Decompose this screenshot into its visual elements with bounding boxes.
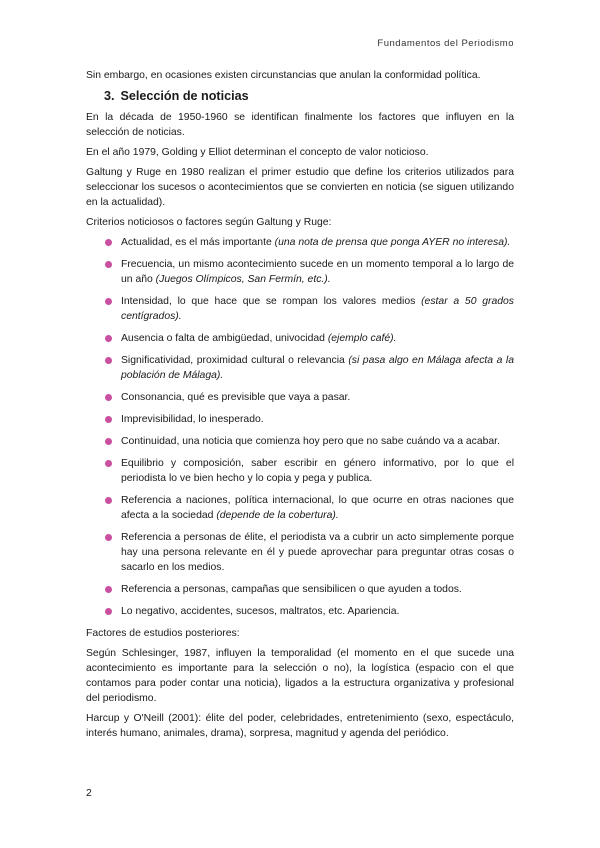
list-item — [86, 390, 514, 405]
list-item — [86, 257, 514, 287]
criterion-text: Referencia a personas de élite, el periodista va a cubrir un acto simplemente porque hay una persona relevante en él y puede aprovechar para preguntar otras cosas o sacarlo en los medios. — [121, 532, 514, 573]
list-item — [86, 294, 514, 324]
bullet-icon — [105, 239, 112, 246]
criterion-text: Equilibrio y composición, saber escribir en género informativo, por lo que el periodista lo ve bien hecho y lo copia y pega y publica. — [121, 458, 514, 484]
bullet-icon — [105, 298, 112, 305]
bullet-icon — [105, 608, 112, 615]
paragraph: Según Schlesinger, 1987, influyen la temporalidad (el momento en el que sucede una acontecimiento es importante para la selección o no), la logística (espacio con el que contamos para poder contar una noticia), ligados a la estructura organizativa y profesional del periodismo. — [86, 648, 514, 704]
criterion-text: Continuidad, una noticia que comienza hoy pero que no sabe cuándo va a acabar. — [121, 436, 500, 447]
criterion-text: Actualidad, es el más importante — [121, 237, 275, 248]
bullet-icon — [105, 357, 112, 364]
criteria-intro: Criterios noticiosos o factores según Galtung y Ruge: — [86, 217, 332, 228]
paragraph: Harcup y O'Neill (2001): élite del poder, celebridades, entretenimiento (sexo, espectáculo, interés humano, animales, drama), sorpresa, magnitud y agenda del periódico. — [86, 713, 514, 739]
list-item — [86, 456, 514, 486]
running-header: Fundamentos del Periodismo — [377, 38, 514, 49]
paragraph: Factores de estudios posteriores: — [86, 628, 240, 639]
list-item — [86, 235, 514, 250]
bullet-icon — [105, 497, 112, 504]
list-item — [86, 604, 514, 619]
list-item — [86, 353, 514, 383]
criterion-example: (estar a 50 grados centígrados). — [121, 296, 515, 322]
bullet-icon — [105, 438, 112, 445]
paragraph: En la década de 1950-1960 se identifican finalmente los factores que influyen en la selección de noticias. — [86, 112, 514, 138]
criterion-text: Ausencia o falta de ambigüedad, univocidad — [121, 333, 328, 344]
bullet-icon — [105, 586, 112, 593]
list-item — [86, 582, 514, 597]
criterion-text: Imprevisibilidad, lo inesperado. — [121, 414, 264, 425]
section-heading — [104, 88, 514, 104]
list-item — [86, 412, 514, 427]
section-title: Selección de noticias — [120, 89, 249, 103]
criterion-text: Frecuencia, un mismo acontecimiento sucede en un momento temporal a lo largo de un año — [121, 259, 514, 285]
criterion-text: Intensidad, lo que hace que se rompan los valores medios — [121, 296, 422, 307]
bullet-icon — [105, 460, 112, 467]
criterion-example: (una nota de prensa que ponga AYER no interesa). — [274, 237, 511, 248]
bullet-icon — [105, 335, 112, 342]
criterion-text: Consonancia, qué es previsible que vaya a pasar. — [121, 392, 351, 403]
paragraph: Galtung y Ruge en 1980 realizan el primer estudio que define los criterios utilizados para seleccionar los sucesos o acontecimientos que se convierten en noticia (se siguen utilizando en la actualidad). — [86, 167, 514, 208]
criteria-list — [86, 235, 514, 619]
page-content — [86, 68, 514, 746]
list-item — [86, 530, 514, 575]
paragraph: En el año 1979, Golding y Elliot determinan el concepto de valor noticioso. — [86, 147, 429, 158]
criterion-example: (si pasa algo en Málaga afecta a la población de Málaga). — [121, 355, 514, 381]
bullet-icon — [105, 534, 112, 541]
page-number: 2 — [86, 788, 92, 799]
bullet-icon — [105, 394, 112, 401]
criterion-text: Lo negativo, accidentes, sucesos, maltratos, etc. Apariencia. — [121, 606, 400, 617]
criterion-example: (Juegos Olímpicos, San Fermín, etc.). — [155, 274, 331, 285]
bullet-icon — [105, 261, 112, 268]
list-item — [86, 434, 514, 449]
criterion-text: Referencia a personas, campañas que sensibilicen o que ayuden a todos. — [121, 584, 462, 595]
criterion-text: Referencia a naciones, política internacional, lo que ocurre en otras naciones que afecta a la sociedad — [121, 495, 514, 521]
list-item — [86, 331, 514, 346]
section-number: 3. — [104, 89, 115, 103]
list-item — [86, 493, 514, 523]
criterion-example: (depende de la cobertura). — [216, 510, 339, 521]
intro-paragraph: Sin embargo, en ocasiones existen circunstancias que anulan la conformidad política. — [86, 70, 481, 81]
criterion-text: Significatividad, proximidad cultural o relevancia — [121, 355, 349, 366]
criterion-example: (ejemplo café). — [327, 333, 397, 344]
bullet-icon — [105, 416, 112, 423]
